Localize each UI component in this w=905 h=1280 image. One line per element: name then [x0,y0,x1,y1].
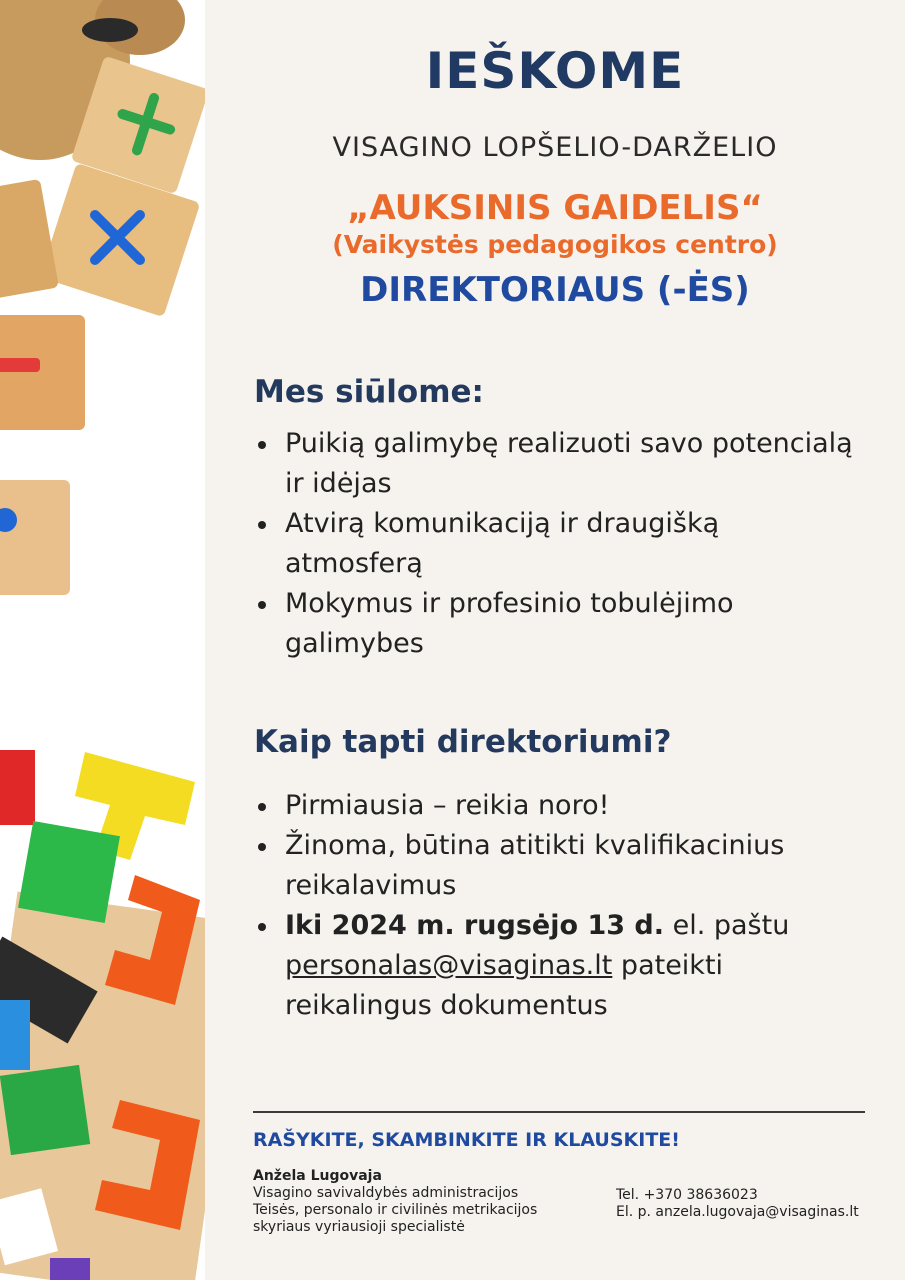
toys-photo-strip [0,0,205,1280]
position-title: DIREKTORIAUS (-ĖS) [360,270,750,310]
contact-name: Anžela Lugovaja [253,1168,382,1184]
contact-person [253,1168,537,1236]
organization-note: (Vaikystės pedagogikos centro) [332,230,778,259]
contact-phone[interactable]: Tel. +370 38636023 [616,1187,758,1203]
list-item: Žinoma, būtina atitikti kvalifikacinius reikalavimus [254,826,854,906]
contact-details [616,1187,859,1221]
email-link[interactable]: personalas@visaginas.lt [285,950,613,981]
organization-name: „AUKSINIS GAIDELIS“ [347,188,763,228]
offer-heading: Mes siūlome: [254,374,484,410]
how-list [254,786,854,1026]
deadline-text: el. paštu [664,910,790,941]
toys-illustration [0,0,205,1280]
list-item-deadline [254,906,854,1026]
list-item: Pirmiausia – reikia noro! [254,786,854,826]
institution-subtitle: VISAGINO LOPŠELIO-DARŽELIO [332,132,778,163]
list-item: Mokymus ir profesinio tobulėjimo galimybes [254,584,854,664]
list-item: Puikią galimybę realizuoti savo potencialą ir idėjas [254,424,854,504]
contact-cta: RAŠYKITE, SKAMBINKITE IR KLAUSKITE! [253,1129,680,1151]
contact-line: skyriaus vyriausioji specialistė [253,1219,465,1235]
contact-line: Teisės, personalo ir civilinės metrikacijos [253,1202,538,1218]
deadline-date: Iki 2024 m. rugsėjo 13 d. [285,910,665,941]
list-item: Atvirą komunikaciją ir draugišką atmosferą [254,504,854,584]
divider [253,1111,865,1113]
deadline-text-end: pateikti reikalingus dokumentus [285,950,724,1021]
how-heading: Kaip tapti direktoriumi? [254,724,672,760]
page-title: IEŠKOME [425,42,685,100]
offer-list [254,424,854,664]
poster-content [205,0,905,1280]
contact-email[interactable]: El. p. anzela.lugovaja@visaginas.lt [616,1204,859,1220]
contact-line: Visagino savivaldybės administracijos [253,1185,519,1201]
